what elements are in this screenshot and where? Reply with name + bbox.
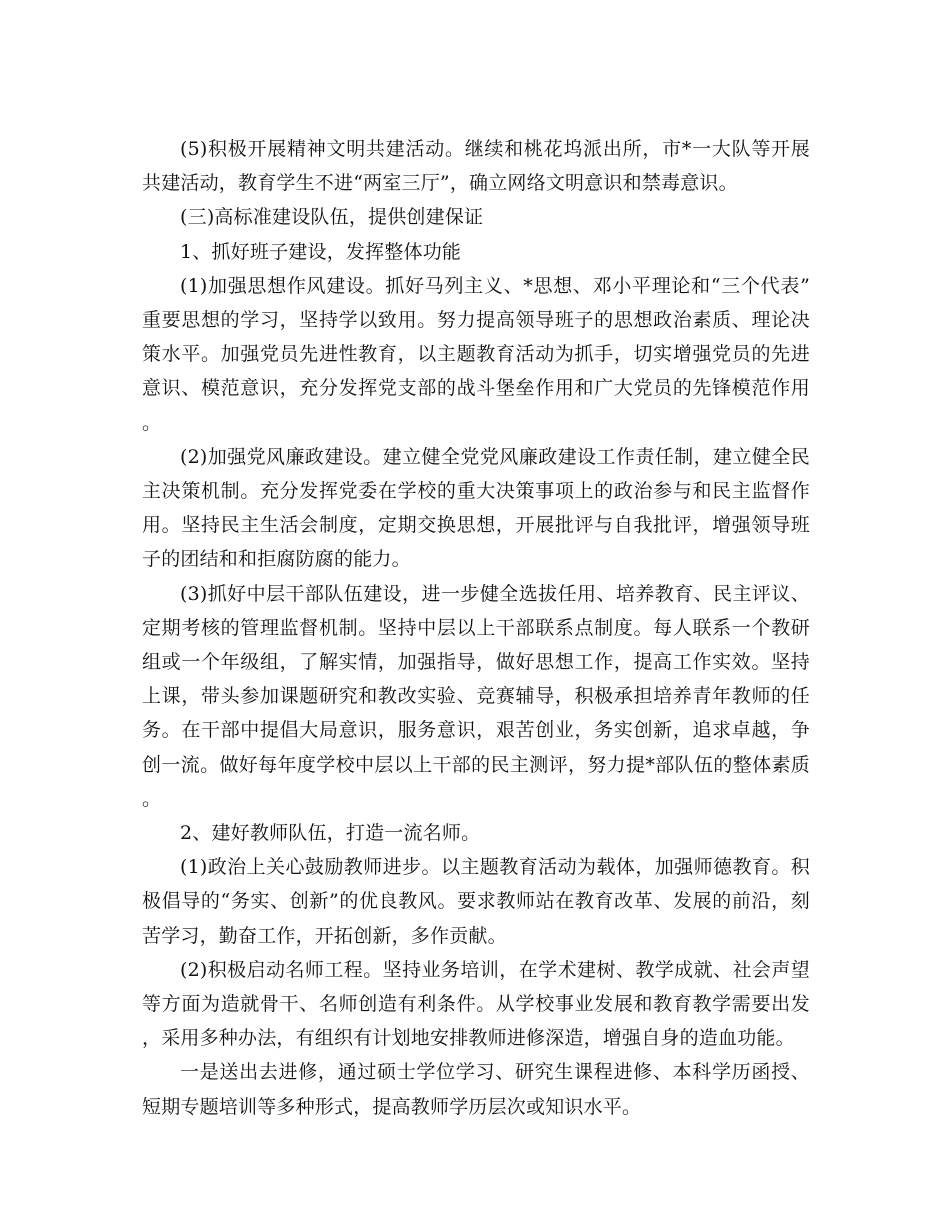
document-page [142, 132, 810, 1124]
paragraph-further-study: 一是送出去进修，通过硕士学位学习、研究生课程进修、本科学历函授、短期专题培训等多种形式，提高教师学历层次或知识水平。 [142, 1061, 810, 1118]
paragraph-1-political-care: (1)政治上关心鼓励教师进步。以主题教育活动为载体，加强师德教育。积极倡导的“务实、创新”的优良教风。要求教师站在教育改革、发展的前沿，刻苦学习，勤奋工作，开拓创新，多作贡献。 [142, 856, 810, 947]
subheading-teacher-team: 2、建好教师队伍，打造一流名师。 [180, 822, 481, 845]
paragraph-2-party-integrity: (2)加强党风廉政建设。建立健全党党风廉政建设工作责任制，建立健全民主决策机制。充分发挥党委在学校的重大决策事项上的政治参与和民主监督作用。坚持民主生活会制度，定期交换思想，开展批评与自我批评，增强领导班子的团结和和拒腐防腐的能力。 [142, 445, 810, 571]
paragraph-3-middle-cadres: (3)抓好中层干部队伍建设，进一步健全选拔任用、培养教育、民主评议、定期考核的管理监督机制。坚持中层以上干部联系点制度。每人联系一个教研组或一个年级组，了解实情，加强指导，做好思想工作，提高工作实效。坚持上课，带头参加课题研究和教改实验、竞赛辅导，积极承担培养青年教师的任务。在干部中提倡大局意识，服务意识，艰苦创业，务实创新，追求卓越，争创一流。做好每年度学校中层以上干部的民主测评，努力提*部队伍的整体素质。 [142, 582, 810, 810]
section-heading-team-building: (三)高标准建设队伍，提供创建保证 [180, 206, 484, 229]
paragraph-2-famous-teacher-project: (2)积极启动名师工程。坚持业务培训，在学术建树、教学成就、社会声望等方面为造就骨干、名师创造有利条件。从学校事业发展和教育教学需要出发，采用多种办法，有组织有计划地安排教师进修深造，增强自身的造血功能。 [142, 958, 810, 1050]
subheading-leadership-team: 1、抓好班子建设，发挥整体功能 [180, 240, 462, 263]
paragraph-1-ideological-style: (1)加强思想作风建设。抓好马列主义、*思想、邓小平理论和“三个代表”重要思想的学习，坚持学以致用。努力提高领导班子的思想政治素质、理论决策水平。加强党员先进性教育，以主题教育活动为抓手，切实增强党员的先进意识、模范意识，充分发挥党支部的战斗堡垒作用和广大党员的先锋模范作用。 [142, 274, 810, 434]
paragraph-5-spiritual-civilization: (5)积极开展精神文明共建活动。继续和桃花坞派出所，市*一大队等开展共建活动，教育学生不进“两室三厅”，确立网络文明意识和禁毒意识。 [142, 138, 810, 195]
